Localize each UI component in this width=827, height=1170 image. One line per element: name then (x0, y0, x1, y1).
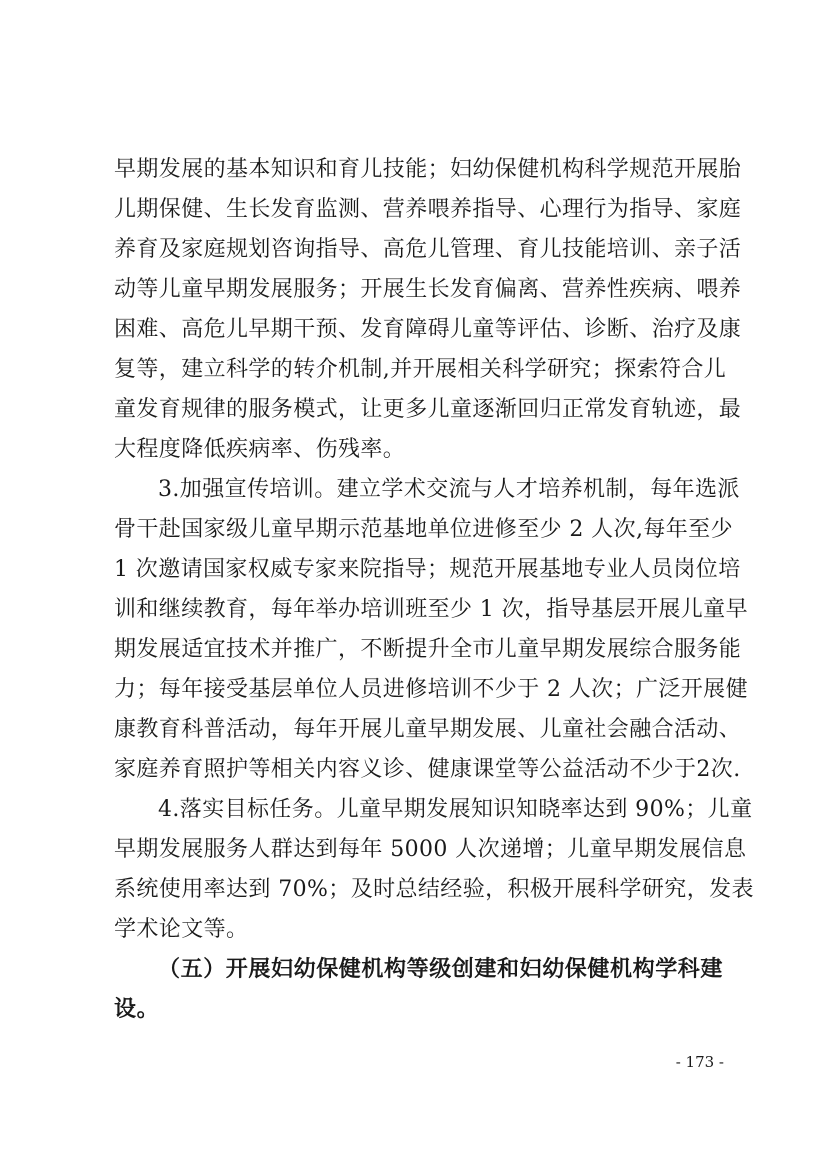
body-line: 复等，建立科学的转介机制,并开展相关科学研究；探索符合儿 (114, 357, 727, 382)
body-line: 1 次邀请国家权威专家来院指导；规范开展基地专业人员岗位培 (114, 557, 741, 582)
body-line: 大程度降低疾病率、伤残率。 (114, 437, 406, 462)
body-line: 儿期保健、生长发育监测、营养喂养指导、心理行为指导、家庭 (114, 197, 742, 222)
page-number: - 173 - (675, 1053, 724, 1071)
section-heading: （五）开展妇幼保健机构等级创建和妇幼保健机构学科建 (158, 957, 724, 982)
body-line: 家庭养育照护等相关内容义诊、健康课堂等公益活动不少于2次. (114, 757, 741, 782)
paragraph-3-start: 3.加强宣传培训。建立学术交流与人才培养机制，每年选派 (158, 477, 740, 502)
body-line: 期发展适宜技术并推广，不断提升全市儿童早期发展综合服务能 (114, 637, 742, 662)
section-heading-continued: 设。 (114, 997, 160, 1022)
body-line: 早期发展服务人群达到每年 5000 人次递增；儿童早期发展信息 (114, 837, 747, 862)
body-line: 困难、高危儿早期干预、发育障碍儿童等评估、诊断、治疗及康 (114, 317, 742, 342)
body-line: 力；每年接受基层单位人员进修培训不少于 2 人次；广泛开展健 (114, 677, 748, 702)
body-line: 康教育科普活动，每年开展儿童早期发展、儿童社会融合活动、 (114, 717, 742, 742)
body-line: 训和继续教育，每年举办培训班至少 1 次，指导基层开展儿童早 (114, 597, 748, 622)
body-line: 系统使用率达到 70%；及时总结经验，积极开展科学研究，发表 (114, 877, 754, 902)
body-line: 骨干赴国家级儿童早期示范基地单位进修至少 2 人次,每年至少 (114, 517, 733, 542)
body-line: 早期发展的基本知识和育儿技能；妇幼保健机构科学规范开展胎 (114, 157, 742, 182)
body-line: 学术论文等。 (114, 917, 249, 942)
body-line: 童发育规律的服务模式，让更多儿童逐渐回归正常发育轨迹，最 (114, 397, 742, 422)
paragraph-4-start: 4.落实目标任务。儿童早期发展知识知晓率达到 90%；儿童 (158, 797, 753, 822)
body-line: 养育及家庭规划咨询指导、高危儿管理、育儿技能培训、亲子活 (114, 237, 742, 262)
body-line: 动等儿童早期发展服务；开展生长发育偏离、营养性疾病、喂养 (114, 277, 742, 302)
